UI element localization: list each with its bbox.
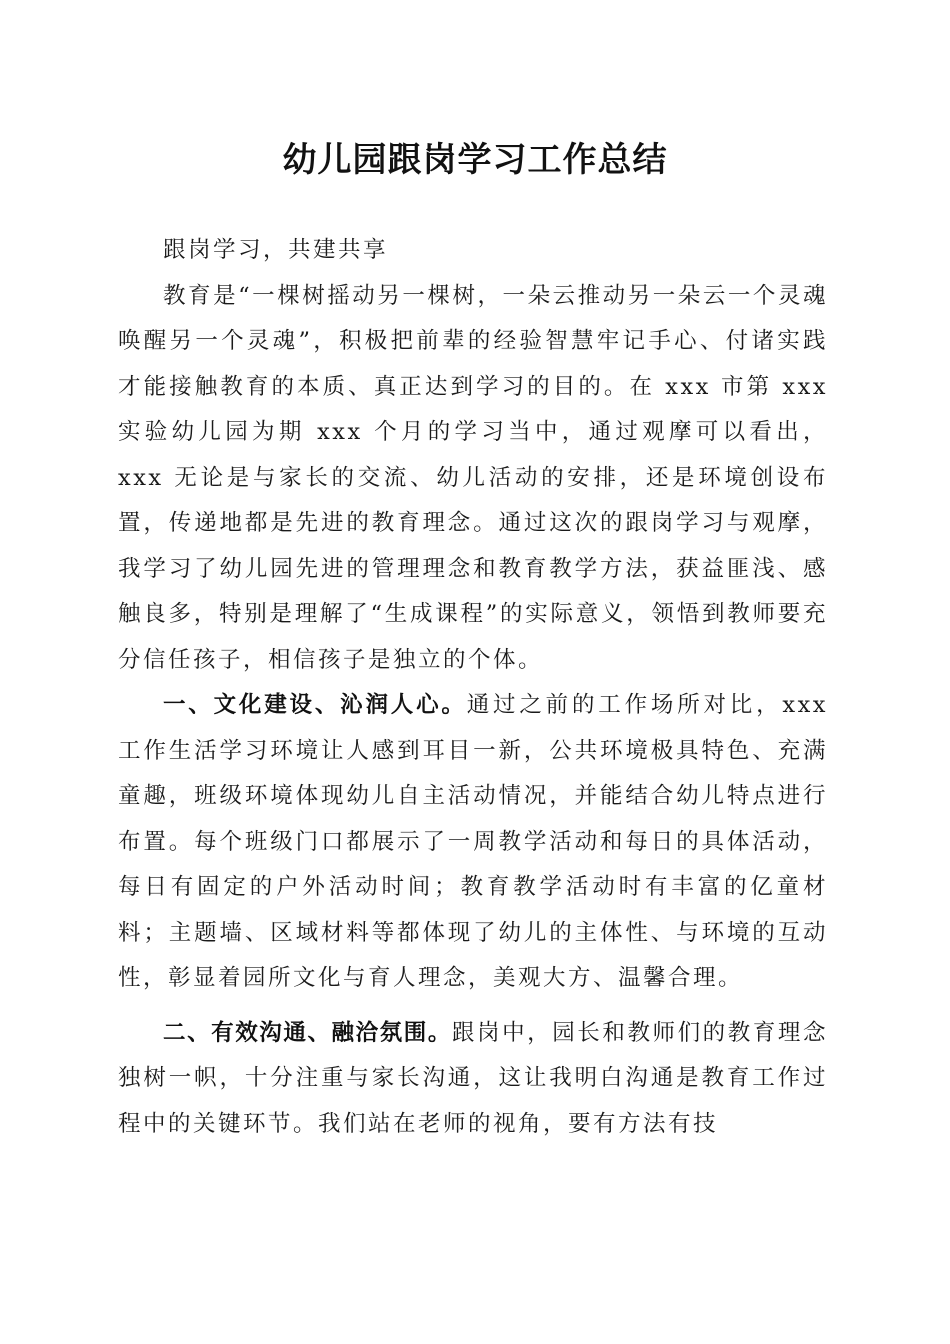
section-2-paragraph (118, 1011, 828, 1148)
section-2-text: 跟岗中，园长和教师们的教育理念独树一帜，十分注重与家长沟通，这让我明白沟通是教育工作过程中的关键环节。我们站在老师的视角，要有方法有技 (118, 1019, 828, 1137)
document-body (118, 228, 828, 1147)
section-1-paragraph (118, 683, 828, 1002)
section-2-heading: 二、有效沟通、融洽氛围。 (163, 1019, 452, 1046)
intro-paragraph: 教育是“一棵树摇动另一棵树，一朵云推动另一朵云一个灵魂唤醒另一个灵魂”，积极把前辈的经验智慧牢记手心、付诸实践才能接触教育的本质、真正达到学习的目的。在 xxx 市第 xxx 实验幼儿园为期 xxx 个月的学习当中，通过观摩可以看出，xxx 无论是与家长的交流、幼儿活动的安排，还是环境创设布置，传递地都是先进的教育理念。通过这次的跟岗学习与观摩，我学习了幼儿园先进的管理理念和教育教学方法，获益匪浅、感触良多，特别是理解了“生成课程”的实际意义，领悟到教师要充分信任孩子，相信孩子是独立的个体。 (118, 282, 828, 673)
section-1-text: 通过之前的工作场所对比，xxx 工作生活学习环境让人感到耳目一新，公共环境极具特色、充满童趣，班级环境体现幼儿自主活动情况，并能结合幼儿特点进行布置。每个班级门口都展示了一周教学活动和每日的具体活动，每日有固定的户外活动时间；教育教学活动时有丰富的亿童材料；主题墙、区域材料等都体现了幼儿的主体性、与环境的互动性，彰显着园所文化与育人理念，美观大方、温馨合理。 (118, 692, 828, 991)
subtitle-paragraph: 跟岗学习，共建共享 (163, 237, 389, 263)
document-title: 幼儿园跟岗学习工作总结 (282, 140, 668, 180)
section-1-heading: 一、文化建设、沁润人心。 (163, 692, 467, 718)
